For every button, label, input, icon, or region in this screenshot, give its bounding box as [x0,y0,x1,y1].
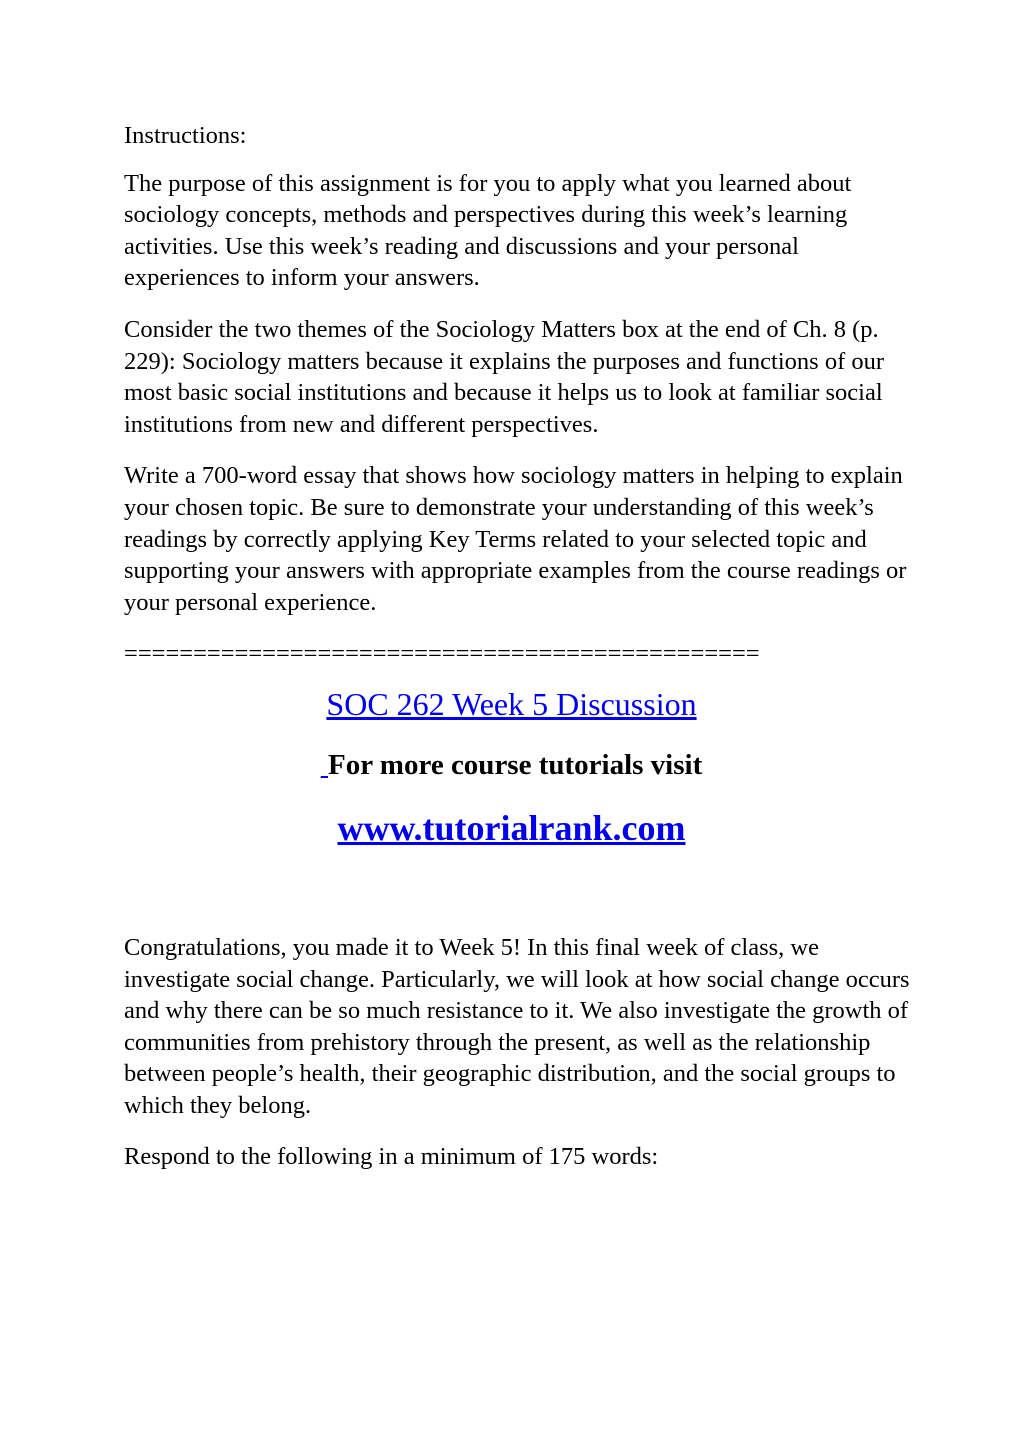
respond-instruction: Respond to the following in a minimum of 175 words: [124,1143,659,1171]
week-5-intro-paragraph: Congratulations, you made it to Week 5! In this final week of class, we investigate social change. Particularly, we will look at how social change occurs and why there can be so much resistance to it. We also investigate the growth of communities from prehistory through the present, as well as the relationship between people’s health, their geographic distribution, and the social groups to which they belong. [124,933,910,1119]
site-link-text[interactable]: www.tutorialrank.com [337,807,686,848]
tutorials-visit-line [124,746,899,784]
essay-paragraph: Write a 700-word essay that shows how sociology matters in helping to explain your chosen topic. Be sure to demonstrate your understanding of this week’s readings by correctly applying Key Terms related to your selected topic and supporting your answers with appropriate examples from the course readings or your personal experience. [124,462,907,616]
document-page [124,120,914,1193]
purpose-paragraph: The purpose of this assignment is for you to apply what you learned about sociology concepts, methods and perspectives during this week’s learning activities. Use this week’s reading and discussions and your personal experiences to inform your answers. [124,169,852,292]
soc-262-week-5-discussion-link[interactable] [124,684,899,724]
discussion-link-text[interactable]: SOC 262 Week 5 Discussion [326,685,697,722]
tutorialrank-site-link[interactable] [124,806,899,850]
separator-line: ============================================== [124,640,760,668]
themes-paragraph: Consider the two themes of the Sociology Matters box at the end of Ch. 8 (p. 229): Sociology matters because it explains the purposes and functions of our most basic social institutions and because it helps us to look at familiar social institutions from new and different perspectives. [124,315,885,438]
visit-text: For more course tutorials visit [328,748,703,781]
leading-space-link[interactable] [321,749,328,781]
instructions-label: Instructions: [124,122,247,149]
